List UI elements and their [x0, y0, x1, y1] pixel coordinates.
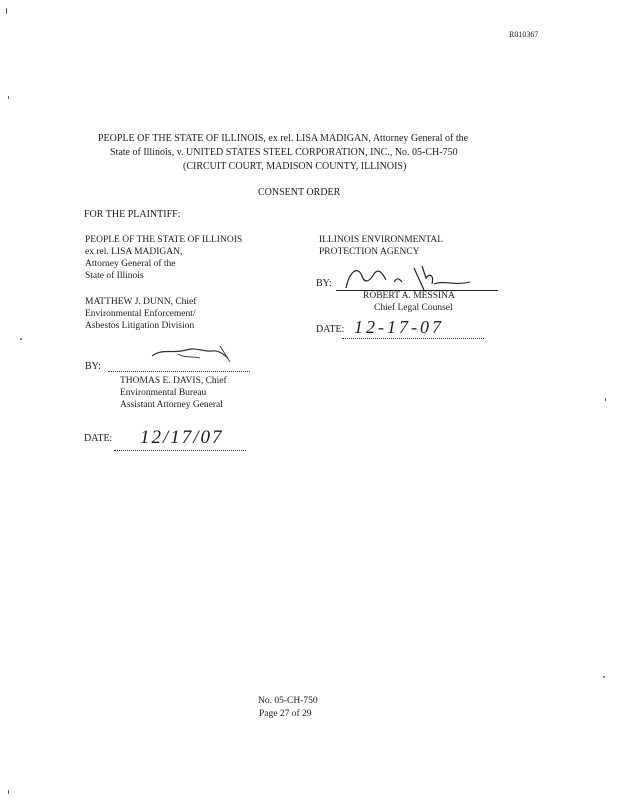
agency-line-1: ILLINOIS ENVIRONMENTAL [319, 235, 444, 245]
plaintiff-line-4: State of Illinois [85, 271, 144, 281]
document-title: CONSENT ORDER [258, 187, 341, 198]
left-signature [148, 336, 234, 366]
scan-speck [603, 676, 605, 678]
signer-left-title-1: Environmental Bureau [120, 388, 207, 398]
signer-right-name: ROBERT A. MESSINA [363, 291, 455, 301]
signer-left-name: THOMAS E. DAVIS, Chief [120, 376, 227, 386]
plaintiff-line-2: ex rel. LISA MADIGAN, [85, 247, 183, 257]
date-value-right: 12-17-07 [354, 317, 444, 337]
division-line-3: Asbestos Litigation Division [85, 321, 195, 331]
agency-line-2: PROTECTION AGENCY [319, 247, 420, 257]
scan-speck [6, 8, 7, 14]
plaintiff-line-3: Attorney General of the [85, 259, 176, 269]
signer-right-title: Chief Legal Counsel [374, 303, 453, 313]
division-line-2: Environmental Enforcement/ [85, 309, 196, 319]
scan-speck [8, 96, 9, 99]
caption-court: (CIRCUIT COURT, MADISON COUNTY, ILLINOIS) [183, 161, 407, 172]
date-label-right: DATE: [316, 324, 345, 335]
date-line-right [342, 338, 484, 339]
for-plaintiff-heading: FOR THE PLAINTIFF: [84, 209, 181, 220]
scan-speck [605, 398, 606, 401]
bates-number: R010367 [509, 30, 539, 39]
by-label-left: BY: [85, 361, 101, 372]
caption-line-2: State of Illinois, v. UNITED STATES STEEL CORPORATION, INC., No. 05-CH-750 [110, 147, 458, 158]
scan-speck [20, 338, 22, 340]
by-label-right: BY: [316, 278, 332, 289]
date-label-left: DATE: [84, 433, 113, 444]
scan-speck [8, 790, 9, 794]
footer-page-number: Page 27 of 29 [259, 709, 312, 719]
plaintiff-line-1: PEOPLE OF THE STATE OF ILLINOIS [85, 235, 243, 245]
signer-left-title-2: Assistant Attorney General [120, 400, 223, 410]
caption-line-1: PEOPLE OF THE STATE OF ILLINOIS, ex rel. LISA MADIGAN, Attorney General of the [98, 133, 469, 144]
date-line-left [114, 450, 246, 451]
signature-line-left [108, 371, 250, 372]
footer-case-number: No. 05-CH-750 [258, 696, 318, 706]
date-value-left: 12/17/07 [140, 427, 224, 448]
division-line-1: MATTHEW J. DUNN, Chief [85, 297, 197, 307]
